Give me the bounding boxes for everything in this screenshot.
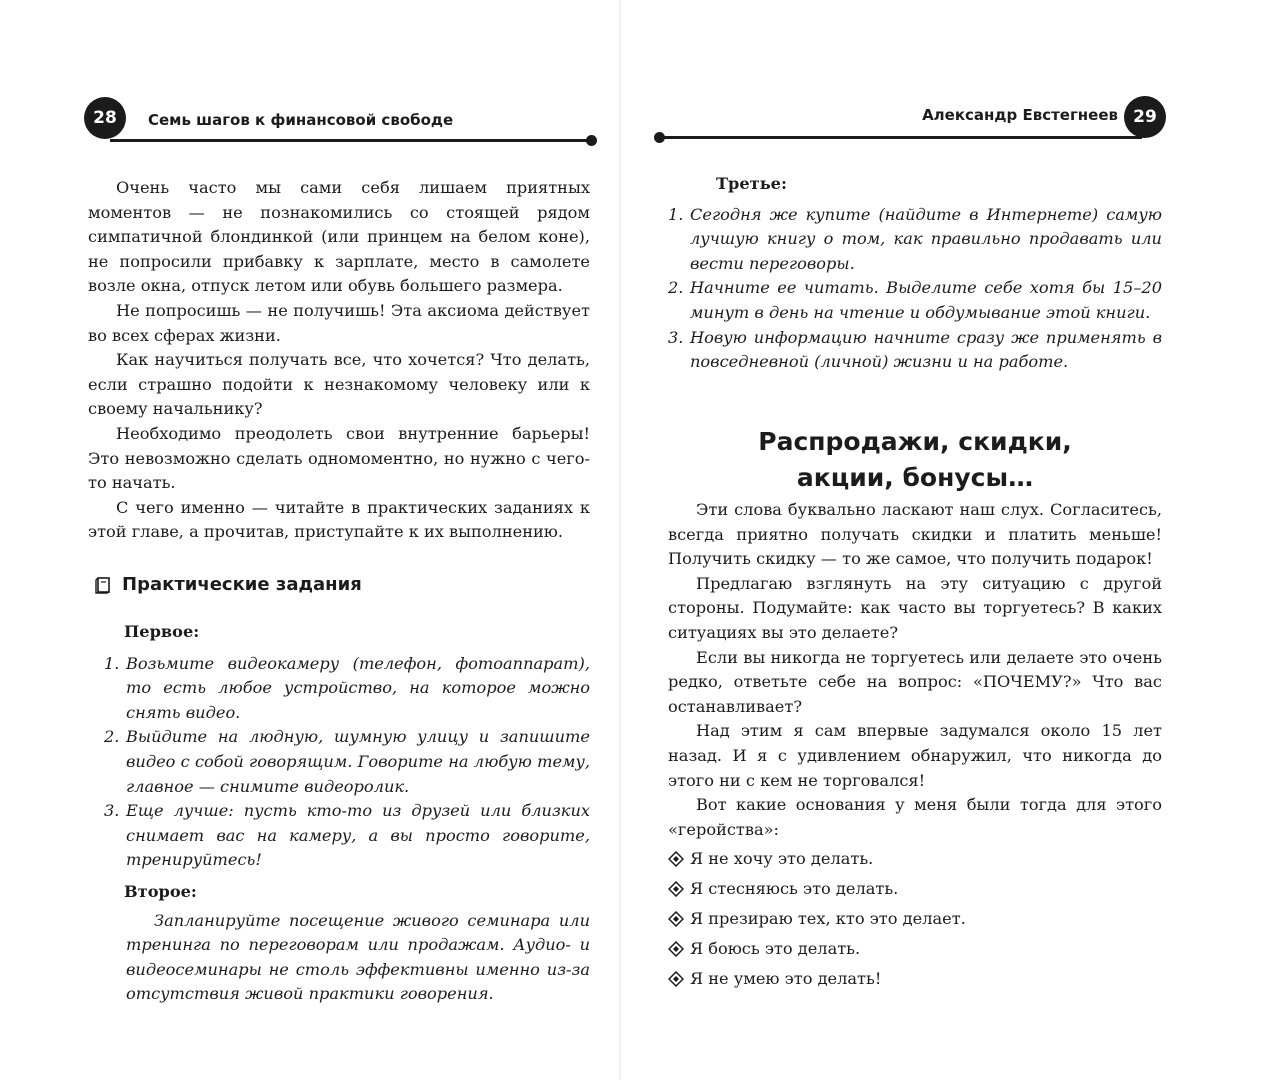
chapter-heading (668, 424, 1162, 496)
list-item: Я презираю тех, кто это делает. (668, 904, 1162, 934)
section-heading (94, 574, 362, 595)
paragraph: Как научиться получать все, что хочется? Что делать, если страшно подойти к незнакомому человеку или к своему начальнику? (88, 350, 590, 419)
diamond-bullet-icon (668, 971, 684, 987)
task-paragraph: Запланируйте посещение живого семинара или тренинга по переговорам или продажам. Аудио- и видеосеминары не столь эффективны именно из-за отсутствия живой практики говорения. (126, 910, 590, 1004)
task-label: Первое: (124, 622, 200, 641)
left-page (0, 0, 620, 1080)
list-item: 1. Возьмите видеокамеру (телефон, фотоаппарат), то есть любое устройство, на которое можно снять видео. (104, 653, 590, 722)
body-text (88, 176, 590, 545)
task-list (104, 652, 590, 873)
diamond-bullet-icon (668, 911, 684, 927)
paragraph: Очень часто мы сами себя лишаем приятных моментов — не познакомились со стоящей рядом симпатичной блондинкой (или принцем на белом коне), не попросили прибавку к зарплате, место в самолете возле окна, отпуск летом или обувь большего размера. (88, 178, 590, 296)
section-heading-label: Практические задания (122, 574, 362, 595)
page-number-badge: 28 (84, 97, 126, 139)
paragraph: Если вы никогда не торгуетесь или делаете это очень редко, ответьте себе на вопрос: «ПОЧЕМУ?» Что вас останавливает? (668, 647, 1162, 716)
reason-list (668, 844, 1162, 994)
paragraph: Над этим я сам впервые задумался около 15 лет назад. И я с удивлением обнаружил, что никогда до этого ни с кем не торговался! (668, 721, 1162, 790)
list-item: 3. Еще лучше: пусть кто-то из друзей или близких снимает вас на камеру, а вы просто говорите, тренируйтесь! (104, 801, 590, 870)
first-task (104, 620, 590, 1007)
list-item: 1. Сегодня же купите (найдите в Интернете) самую лучшую книгу о том, как правильно продавать или вести переговоры. (668, 204, 1162, 273)
chapter-heading-line: Распродажи, скидки, (758, 427, 1072, 456)
task-label: Третье: (716, 174, 787, 193)
right-page (620, 0, 1274, 1080)
diamond-bullet-icon (668, 851, 684, 867)
list-item: Я не хочу это делать. (668, 844, 1162, 874)
page-number-badge: 29 (1124, 96, 1166, 138)
paragraph: Не попросишь — не получишь! Эта аксиома действует во всех сферах жизни. (88, 300, 590, 345)
paragraph: Необходимо преодолеть свои внутренние барьеры! Это невозможно сделать одномоментно, но нужно с чего-то начать. (88, 423, 590, 493)
task-list (668, 203, 1162, 375)
diamond-bullet-icon (668, 881, 684, 897)
header-rule-dot (586, 135, 597, 146)
chapter-heading-line: акции, бонусы… (796, 463, 1034, 492)
header-rule (110, 139, 590, 142)
paragraph: С чего именно — читайте в практических заданиях к этой главе, а прочитав, приступайте к их выполнению. (88, 497, 590, 542)
task-label: Второе: (124, 881, 197, 901)
paragraph: Эти слова буквально ласкают наш слух. Согласитесь, всегда приятно получать скидки и платить меньше! Получить скидку — то же самое, что получить подарок! (668, 500, 1162, 569)
paragraph: Вот какие основания у меня были тогда для этого «геройства»: (668, 795, 1162, 839)
list-item: Я боюсь это делать. (668, 934, 1162, 964)
header-rule-dot (654, 132, 665, 143)
header-rule (660, 136, 1142, 139)
list-item: 3. Новую информацию начните сразу же применять в повседневной (личной) жизни и на работе. (668, 327, 1162, 372)
paragraph: Предлагаю взглянуть на эту ситуацию с другой стороны. Подумайте: как часто вы торгуетесь? В каких ситуациях вы это делаете? (668, 573, 1162, 642)
third-task (668, 172, 1162, 375)
book-icon (94, 576, 112, 594)
body-text (668, 498, 1162, 994)
running-head: Семь шагов к финансовой свободе (148, 111, 454, 129)
running-head: Александр Евстегнеев (922, 106, 1118, 124)
list-item: 2. Начните ее читать. Выделите себе хотя бы 15–20 минут в день на чтение и обдумывание этой книги. (668, 278, 1162, 322)
list-item: 2. Выйдите на людную, шумную улицу и запишите видео с собой говорящим. Говорите на любую тему, главное — снимите видеоролик. (104, 727, 590, 796)
list-item: Я стесняюсь это делать. (668, 874, 1162, 904)
diamond-bullet-icon (668, 941, 684, 957)
list-item: Я не умею это делать! (668, 964, 1162, 994)
